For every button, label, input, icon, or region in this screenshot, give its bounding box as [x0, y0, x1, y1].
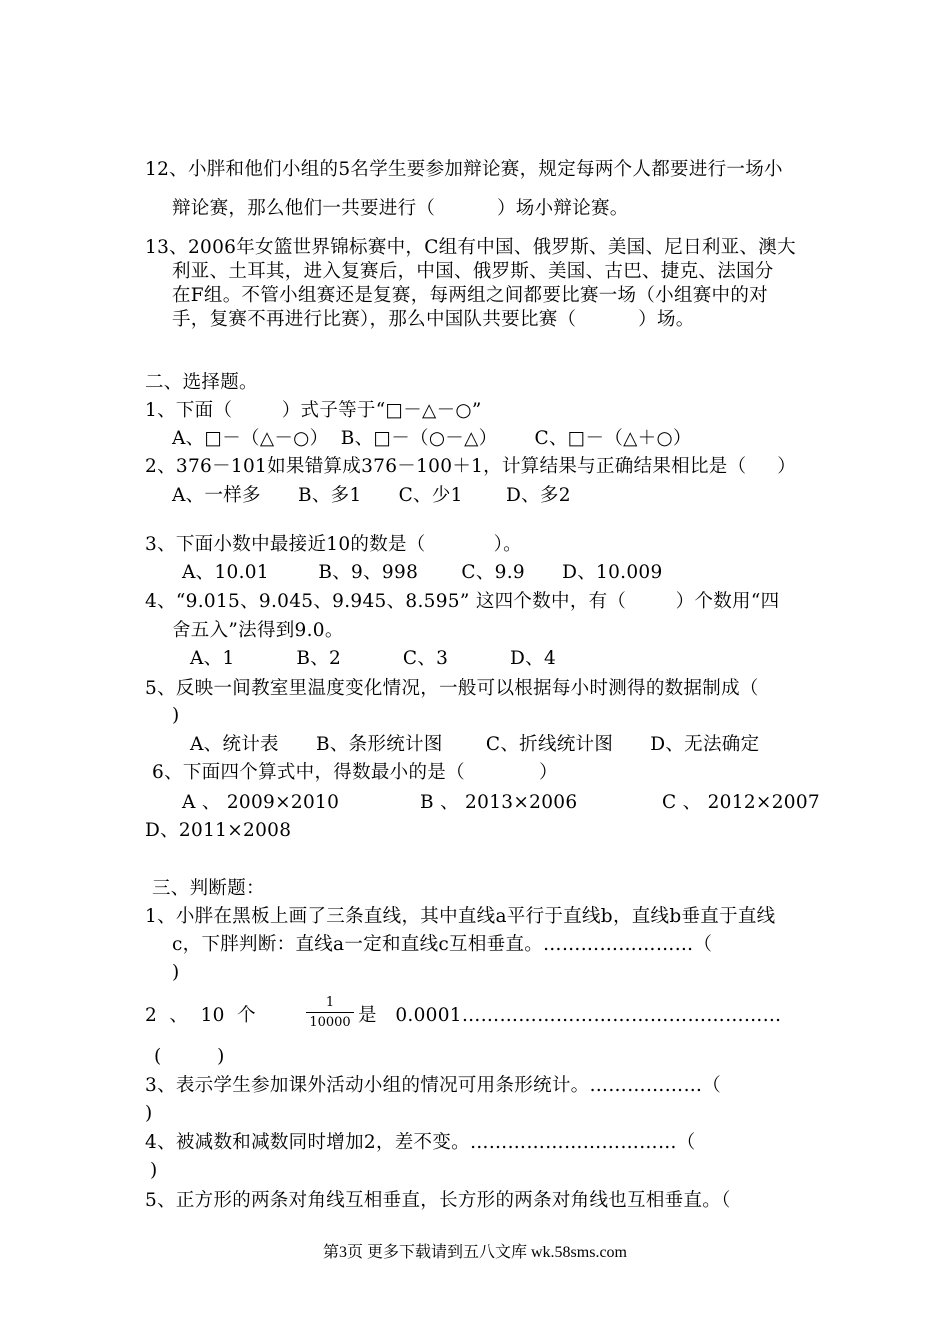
s2-q5-line1: 5、反映一间教室里温度变化情况，一般可以根据每小时测得的数据制成（	[145, 678, 759, 699]
q13-line1: 13、2006年女篮世界锦标赛中，C组有中国、俄罗斯、美国、尼日利亚、澳大	[145, 237, 796, 258]
s2-q3-options: A、10.01 B、9、998 C、9.9 D、10.009	[182, 562, 663, 583]
q12-line1: 12、小胖和他们小组的5名学生要参加辩论赛，规定每两个人都要进行一场小	[145, 159, 783, 180]
s2-q6-option-d: D、2011×2008	[145, 820, 292, 841]
s3-q2-suffix: 是 0.0001……………………………………………	[358, 1005, 782, 1026]
s3-q5-line1: 5、正方形的两条对角线互相垂直，长方形的两条对角线也互相垂直。（	[145, 1190, 731, 1211]
s2-q6-option-a: A 、 2009×2010	[182, 792, 340, 813]
s3-q3-line1: 3、表示学生参加课外活动小组的情况可用条形统计。………………（	[145, 1075, 722, 1096]
s2-q2-options: A、一样多 B、多1 C、少1 D、多2	[172, 485, 571, 506]
s3-q2-prefix: 2 、 10 个	[145, 1005, 256, 1026]
s2-q6-option-b: B 、 2013×2006	[420, 792, 578, 813]
s3-q1-line1: 1、小胖在黑板上画了三条直线，其中直线a平行于直线b，直线b垂直于直线	[145, 906, 776, 927]
s2-q1-stem: 1、下面（ ）式子等于“□－△－○”	[145, 400, 482, 421]
section2-title: 二、选择题。	[145, 372, 258, 393]
s2-q4-options: A、1 B、2 C、3 D、4	[190, 648, 557, 669]
q13-line4: 手，复赛不再进行比赛），那么中国队共要比赛（ ）场。	[172, 309, 695, 330]
s2-q5-options: A、统计表 B、条形统计图 C、折线统计图 D、无法确定	[190, 734, 760, 755]
s2-q5-line2: )	[172, 705, 180, 726]
fraction-denominator: 10000	[309, 1015, 351, 1030]
fraction-numerator: 1	[325, 995, 335, 1010]
q12-line2: 辩论赛，那么他们一共要进行（ ）场小辩论赛。	[172, 198, 629, 219]
s3-q4-line1: 4、被减数和减数同时增加2，差不变。……………………………（	[145, 1132, 696, 1153]
section3-title: 三、判断题：	[152, 878, 265, 899]
s3-q2-line2: ( )	[154, 1046, 225, 1067]
s2-q6-option-c: C 、 2012×2007	[662, 792, 820, 813]
s3-q3-line2: )	[145, 1103, 153, 1124]
s3-q4-line2: )	[150, 1160, 158, 1181]
s3-q1-line3: )	[172, 962, 180, 983]
q13-line2: 利亚、土耳其，进入复赛后，中国、俄罗斯、美国、古巴、捷克、法国分	[172, 261, 774, 282]
s2-q4-line2: 舍五入”法得到9.0。	[172, 620, 344, 641]
s3-q1-line2: c，下胖判断：直线a一定和直线c互相垂直。……………………（	[172, 934, 713, 955]
page-footer: 第3页 更多下载请到五八文库 wk.58sms.com	[322, 1244, 627, 1261]
fraction-bar	[306, 1012, 354, 1013]
s2-q4-line1: 4、“9.015、9.045、9.945、8.595” 这四个数中，有（ ）个数用“四	[145, 591, 780, 612]
fraction-one-over-10000	[306, 995, 354, 1030]
s2-q1-options: A、□－（△－○） B、□－（○－△） C、□－（△＋○）	[172, 428, 692, 449]
q13-line3: 在F组。不管小组赛还是复赛，每两组之间都要比赛一场（小组赛中的对	[172, 285, 768, 306]
s2-q3-stem: 3、下面小数中最接近10的数是（ ）。	[145, 534, 522, 555]
s2-q2-stem: 2、376－101如果错算成376－100＋1，计算结果与正确结果相比是（ ）	[145, 456, 797, 477]
s2-q6-stem: 6、下面四个算式中，得数最小的是（ ）	[152, 762, 558, 783]
